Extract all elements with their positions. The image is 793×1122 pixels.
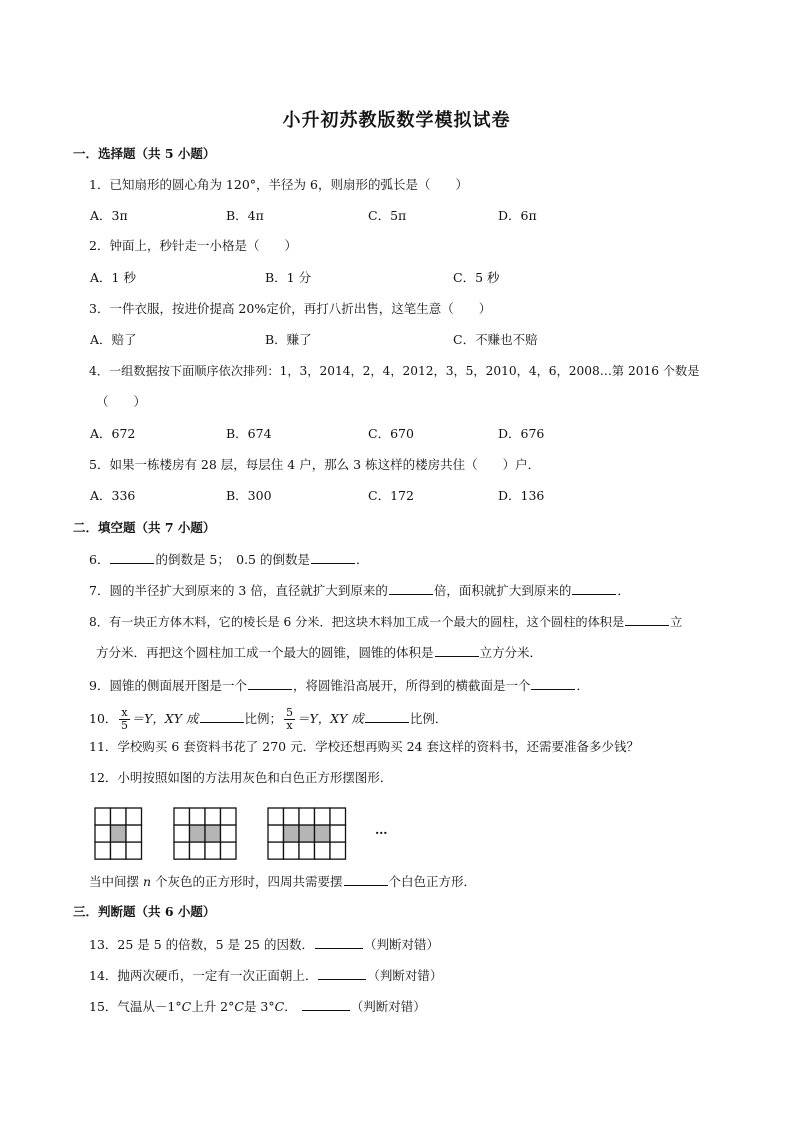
option-c: C．670 [368,426,414,441]
answer-blank[interactable] [110,551,154,564]
square-pattern-figure [88,804,398,866]
q7-text: 倍，面积就扩大到原来的 [433,583,572,598]
unit-c: C [274,999,285,1014]
white-square [268,842,284,859]
option-c: C．172 [368,488,414,503]
option-a: A．3π [90,208,128,223]
answer-blank[interactable] [625,613,669,626]
question-11: 11．学校购买 6 套资料书花了 270 元．学校还想再购买 24 套这样的资料书，还需要准备多少钱？ [89,739,639,754]
white-square [174,808,190,825]
q8-text: 立方分米． [479,645,543,660]
answer-blank[interactable] [302,998,350,1011]
white-square [205,842,221,859]
option-b: B．赚了 [265,332,312,347]
question-8 [89,613,682,630]
question-7 [89,582,630,599]
white-square [126,825,142,842]
q15-text: 15．气温从－1° [89,999,182,1014]
q6-number: 6． [89,552,110,567]
option-b: B．1 分 [265,270,312,285]
q14-text: 14．抛两次硬币，一定有一次正面朝上． [89,968,318,983]
white-square [174,825,190,842]
denominator: x [286,719,293,732]
question-6 [89,551,369,568]
q12-text: 当中间摆 [89,874,143,889]
white-square [174,842,190,859]
variable-n: n [142,874,152,889]
option-b: B．4π [226,208,264,223]
white-square [190,842,206,859]
section-heading-choice: 一．选择题（共 5 小题） [73,146,216,161]
answer-blank[interactable] [572,582,616,595]
q13-hint: （判断对错） [363,937,439,952]
question-5: 5．如果一栋楼房有 28 层，每层住 4 户，那么 3 栋这样的楼房共住（ ）户． [89,457,541,472]
white-square [95,808,111,825]
answer-blank[interactable] [200,710,244,723]
answer-blank[interactable] [531,677,575,690]
q15-text: 上升 2° [191,999,235,1014]
question-1: 1．已知扇形的圆心角为 120°，半径为 6，则扇形的弧长是（ ） [89,177,468,192]
q15-text: 是 3° [243,999,275,1014]
q12-text: 个灰色的正方形时，四周共需要摆 [151,874,343,889]
answer-blank[interactable] [248,677,292,690]
answer-blank[interactable] [344,873,388,886]
white-square [330,842,346,859]
question-12-prompt [89,873,476,890]
q10-text: ＝Y，XY 成 [131,711,199,726]
q8-text: 方分米．再把这个圆柱加工成一个最大的圆锥，圆锥的体积是 [96,645,434,660]
white-square [111,842,127,859]
page-title: 小升初苏教版数学模拟试卷 [282,110,511,131]
option-a: A．赔了 [90,332,137,347]
option-d: D．676 [498,426,545,441]
gray-square [299,825,315,842]
numerator: x [121,706,128,719]
unit-c: C [234,999,244,1014]
question-14 [89,967,442,984]
question-13 [89,936,439,953]
white-square [268,808,284,825]
q8-text: 立 [670,615,683,629]
q12-text: 个白色正方形． [388,874,477,889]
answer-blank[interactable] [311,551,355,564]
gray-square [315,825,331,842]
question-15 [89,998,426,1015]
answer-blank[interactable] [389,582,433,595]
numerator: 5 [286,706,294,719]
q6-text: 的倒数是 5； 0.5 的倒数是 [155,552,310,567]
option-c: C．不赚也不赔 [453,332,538,347]
white-square [221,842,237,859]
q8-text: 8．有一块正方体木料，它的棱长是 6 分米．把这块木料加工成一个最大的圆柱，这个圆柱的体积是 [89,615,625,629]
fraction [284,707,295,732]
answer-blank[interactable] [318,967,366,980]
option-d: D．136 [498,488,545,503]
unit-c: C [181,999,192,1014]
white-square [330,825,346,842]
question-4: 4．一组数据按下面顺序依次排列：1，3，2014，2，4，2012，3，5，2010，4，6，2008…第 2016 个数是 [89,364,700,378]
white-square [95,842,111,859]
question-8-continued [96,644,542,661]
denominator: 5 [121,719,129,732]
answer-blank[interactable] [435,644,479,657]
white-square [299,808,315,825]
white-square [95,825,111,842]
white-square [190,808,206,825]
q6-end: ． [355,552,369,567]
option-b: B．300 [226,488,272,503]
q9-text: 9．圆锥的侧面展开图是一个 [89,678,247,693]
q7-text: 7．圆的半径扩大到原来的 3 倍，直径就扩大到原来的 [89,583,388,598]
white-square [315,808,331,825]
white-square [284,842,300,859]
option-a: A．672 [90,426,136,441]
q10-text: 比例； [244,711,283,726]
white-square [330,808,346,825]
option-a: A．1 秒 [90,270,136,285]
option-a: A．336 [90,488,136,503]
white-square [284,808,300,825]
white-square [299,842,315,859]
option-d: D．6π [498,208,537,223]
white-square [221,825,237,842]
gray-square [111,825,127,842]
question-3: 3．一件衣服，按进价提高 20%定价，再打八折出售，这笔生意（ ） [89,301,492,316]
ellipsis: … [375,822,388,837]
white-square [221,808,237,825]
question-2: 2．钟面上，秒针走一小格是（ ） [89,238,297,253]
answer-blank[interactable] [315,936,363,949]
white-square [111,808,127,825]
fraction [119,707,129,732]
question-4-continued: （ ） [96,394,147,409]
white-square [268,825,284,842]
white-square [315,842,331,859]
q7-end: ． [617,583,630,598]
q9-text: ，将圆锥沿高展开，所得到的横截面是一个 [292,678,531,693]
q15-hint: （判断对错） [350,999,426,1014]
option-c: C．5π [368,208,407,223]
question-12: 12．小明按照如图的方法用灰色和白色正方形摆图形． [89,770,393,785]
q13-text: 13．25 是 5 的倍数，5 是 25 的因数． [89,937,314,952]
q10-end: 比例． [409,711,448,726]
white-square [126,842,142,859]
gray-square [205,825,221,842]
white-square [205,808,221,825]
question-10 [89,706,447,732]
q15-text: ． [284,999,297,1014]
q14-hint: （判断对错） [367,968,443,983]
white-square [126,808,142,825]
option-c: C．5 秒 [453,270,500,285]
question-9 [89,677,589,694]
section-heading-judge: 三．判断题（共 6 小题） [73,904,216,919]
q9-end: ． [576,678,589,693]
section-heading-fill: 二．填空题（共 7 小题） [73,520,216,535]
option-b: B．674 [226,426,272,441]
gray-square [284,825,300,842]
q10-number: 10． [89,711,118,726]
gray-square [190,825,206,842]
answer-blank[interactable] [365,710,409,723]
q10-text: ＝Y，XY 成 [297,711,364,726]
